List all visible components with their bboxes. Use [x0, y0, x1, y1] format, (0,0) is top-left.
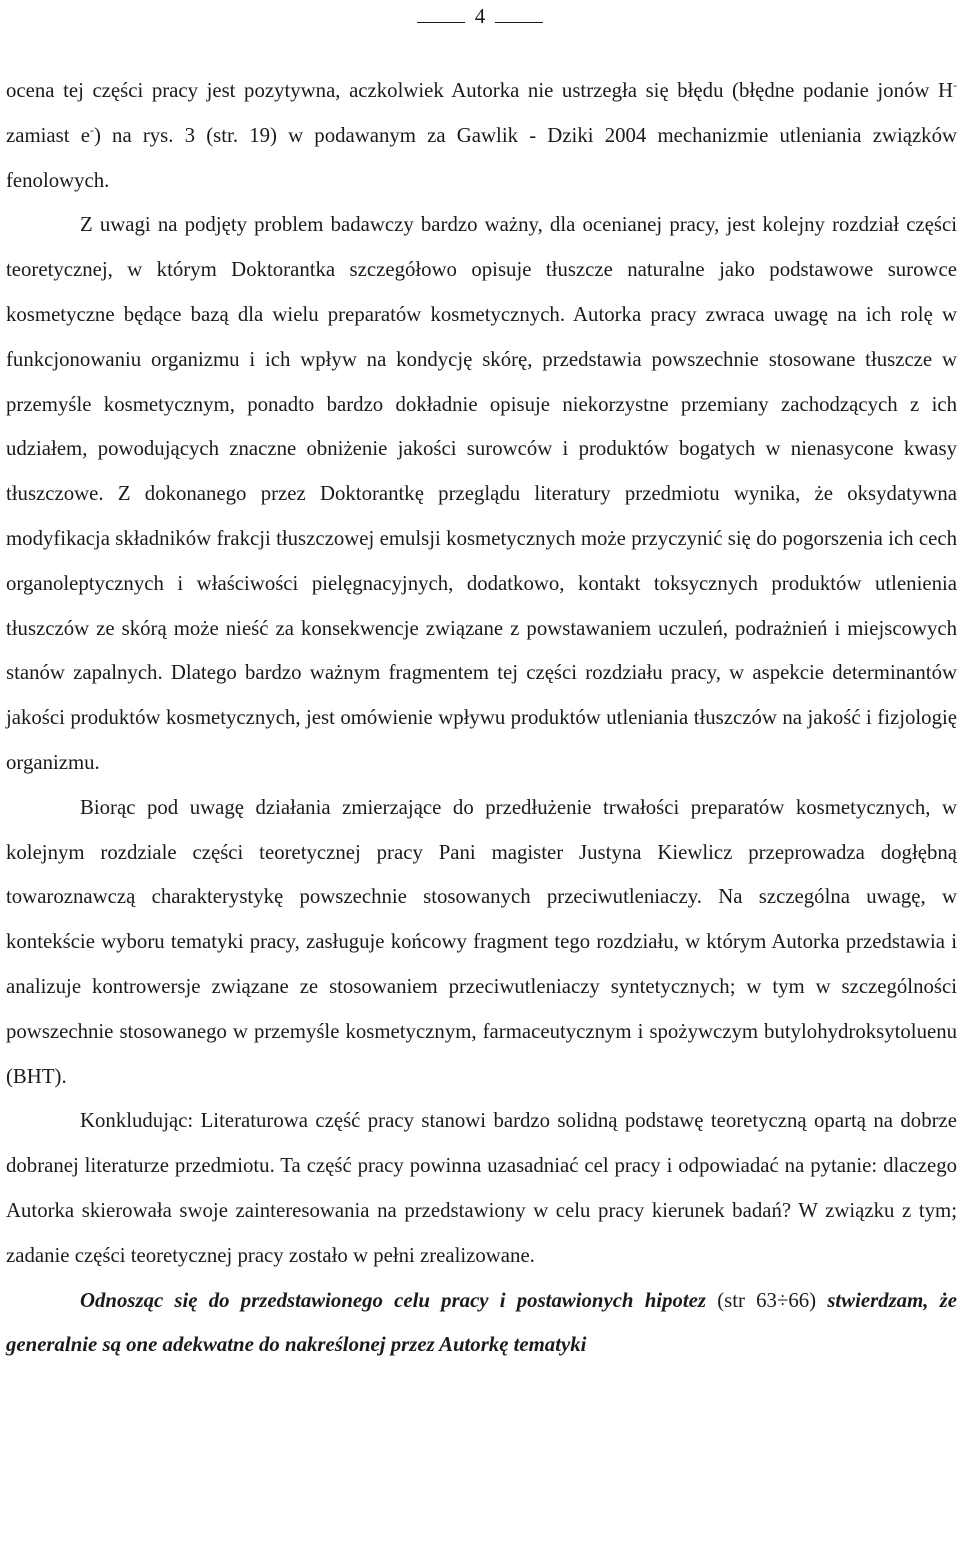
- page-number: [0, 2, 960, 30]
- page-number-rule-left: [417, 22, 465, 23]
- paragraph-text: (str 63÷66): [705, 1288, 828, 1312]
- superscript-charge: -: [953, 78, 957, 92]
- document-body: [6, 69, 957, 1368]
- page-number-rule-right: [495, 22, 543, 23]
- paragraph-hypotheses: [6, 1279, 957, 1369]
- paragraph-text: zamiast e: [6, 123, 90, 147]
- paragraph-antioxidants: Biorąc pod uwagę działania zmierzające do przedłużenie trwałości preparatów kosmetycznych, w kolejnym rozdziale części teoretycznej pracy Pani magister Justyna Kiewlicz przeprowadza dogłębną towaroznawczą charakterystykę powszechnie stosowanych przeciwutleniaczy. Na szczególna uwagę, w kontekście wyboru tematyki pracy, zasługuje końcowy fragment tego rozdziału, w którym Autorka przedstawia i analizuje kontrowersje związane ze stosowaniem przeciwutleniaczy syntetycznych; w tym w szczególności powszechnie stosowanego w przemyśle kosmetycznym, farmaceutycznym i spożywczym butylohydroksytoluenu (BHT).: [6, 795, 957, 1088]
- paragraph-continuation: [6, 69, 957, 203]
- page-number-value: 4: [474, 4, 486, 28]
- emphasized-text: stwierdzam, że generalnie są one adekwatne do nakreślonej przez Autorkę tematyki: [6, 1288, 957, 1357]
- paragraph-text: ) na rys. 3 (str. 19) w podawanym za Gawlik - Dziki 2004 mechanizmie utleniania związków fenolowych.: [6, 123, 957, 192]
- paragraph-fats: Z uwagi na podjęty problem badawczy bardzo ważny, dla ocenianej pracy, jest kolejny rozdział części teoretycznej, w którym Doktorantka szczegółowo opisuje tłuszcze naturalne jako podstawowe surowce kosmetyczne będące bazą dla wielu preparatów kosmetycznych. Autorka pracy zwraca uwagę na ich rolę w funkcjonowaniu organizmu i ich wpływ na kondycję skórę, przedstawia powszechnie stosowane tłuszcze w przemyśle kosmetycznym, ponadto bardzo dokładnie opisuje niekorzystne przemiany zachodzących z ich udziałem, powodujących znaczne obniżenie jakości surowców i produktów bogatych w nienasycone kwasy tłuszczowe. Z dokonanego przez Doktorantkę przeglądu literatury przedmiotu wynika, że oksydatywna modyfikacja składników frakcji tłuszczowej emulsji kosmetycznych może przyczynić się do pogorszenia ich cech organoleptycznych i właściwości pielęgnacyjnych, dodatkowo, kontakt toksycznych produktów utlenienia tłuszczów ze skórą może nieść za konsekwencje związane z powstawaniem uczuleń, podrażnień i miejscowych stanów zapalnych. Dlatego bardzo ważnym fragmentem tej części rozdziału pracy, w aspekcie determinantów jakości produktów kosmetycznych, jest omówienie wpływu produktów utleniania tłuszczów na jakość i fizjologię organizmu.: [6, 213, 957, 774]
- paragraph-text: ocena tej części pracy jest pozytywna, aczkolwiek Autorka nie ustrzegła się błędu (błędne podanie jonów H: [6, 79, 953, 102]
- emphasized-text: Odnosząc się do przedstawionego celu pracy i postawionych hipotez: [80, 1288, 706, 1312]
- paragraph-conclusion: Konkludując: Literaturowa część pracy stanowi bardzo solidną podstawę teoretyczną opartą na dobrze dobranej literaturze przedmiotu. Ta część pracy powinna uzasadniać cel pracy i odpowiadać na pytanie: dlaczego Autorka skierowała swoje zainteresowania na przedstawiony w celu pracy kierunek badań? W związku z tym; zadanie części teoretycznej pracy zostało w pełni zrealizowane.: [6, 1109, 957, 1267]
- superscript-charge: -: [89, 122, 94, 137]
